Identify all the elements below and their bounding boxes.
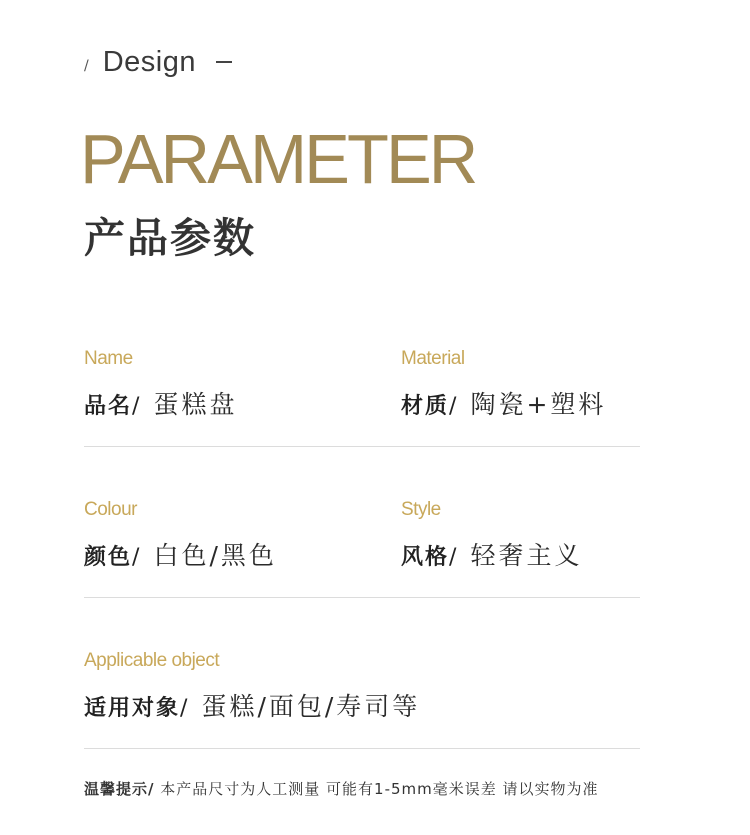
- param-value-line: [84, 540, 384, 574]
- param-slash: /: [132, 545, 140, 570]
- param-value-line: [84, 389, 384, 423]
- header-dash: [216, 61, 232, 63]
- param-value: 蛋糕盘: [153, 390, 238, 419]
- param-key: 颜色: [84, 545, 133, 570]
- divider: [84, 748, 640, 749]
- param-value-line: [401, 540, 701, 574]
- param-slash: /: [449, 394, 457, 419]
- param-label: Applicable object: [84, 650, 220, 671]
- param-label: Material: [401, 348, 465, 369]
- notice: [84, 778, 599, 800]
- param-material: [401, 347, 701, 423]
- header-slash: /: [84, 58, 89, 74]
- param-value-line: [84, 691, 584, 725]
- divider: [84, 446, 640, 447]
- param-slash: /: [180, 696, 188, 721]
- param-label: Colour: [84, 499, 137, 520]
- param-name: [84, 347, 384, 423]
- param-key: 适用对象: [84, 696, 181, 721]
- param-colour: [84, 498, 384, 574]
- page-title-chinese: 产品参数: [84, 214, 256, 262]
- notice-text: 本产品尺寸为人工测量 可能有1-5mm毫米误差 请以实物为准: [154, 780, 599, 798]
- param-label: Name: [84, 348, 133, 369]
- page-title-english: PARAMETER: [80, 120, 476, 198]
- design-header: [84, 44, 232, 80]
- param-value-line: [401, 389, 701, 423]
- param-label: Style: [401, 499, 441, 520]
- param-value: 蛋糕/面包/寿司等: [201, 692, 421, 721]
- param-style: [401, 498, 701, 574]
- param-value: 陶瓷+塑料: [470, 390, 607, 419]
- param-applicable-object: [84, 649, 584, 725]
- param-key: 品名: [84, 394, 133, 419]
- notice-key: 温馨提示/: [84, 780, 155, 798]
- param-value: 轻奢主义: [470, 541, 583, 570]
- param-key: 材质: [401, 394, 450, 419]
- param-value: 白色/黑色: [153, 541, 277, 570]
- param-slash: /: [132, 394, 140, 419]
- divider: [84, 597, 640, 598]
- param-key: 风格: [401, 545, 450, 570]
- design-label: Design: [102, 45, 196, 78]
- param-slash: /: [449, 545, 457, 570]
